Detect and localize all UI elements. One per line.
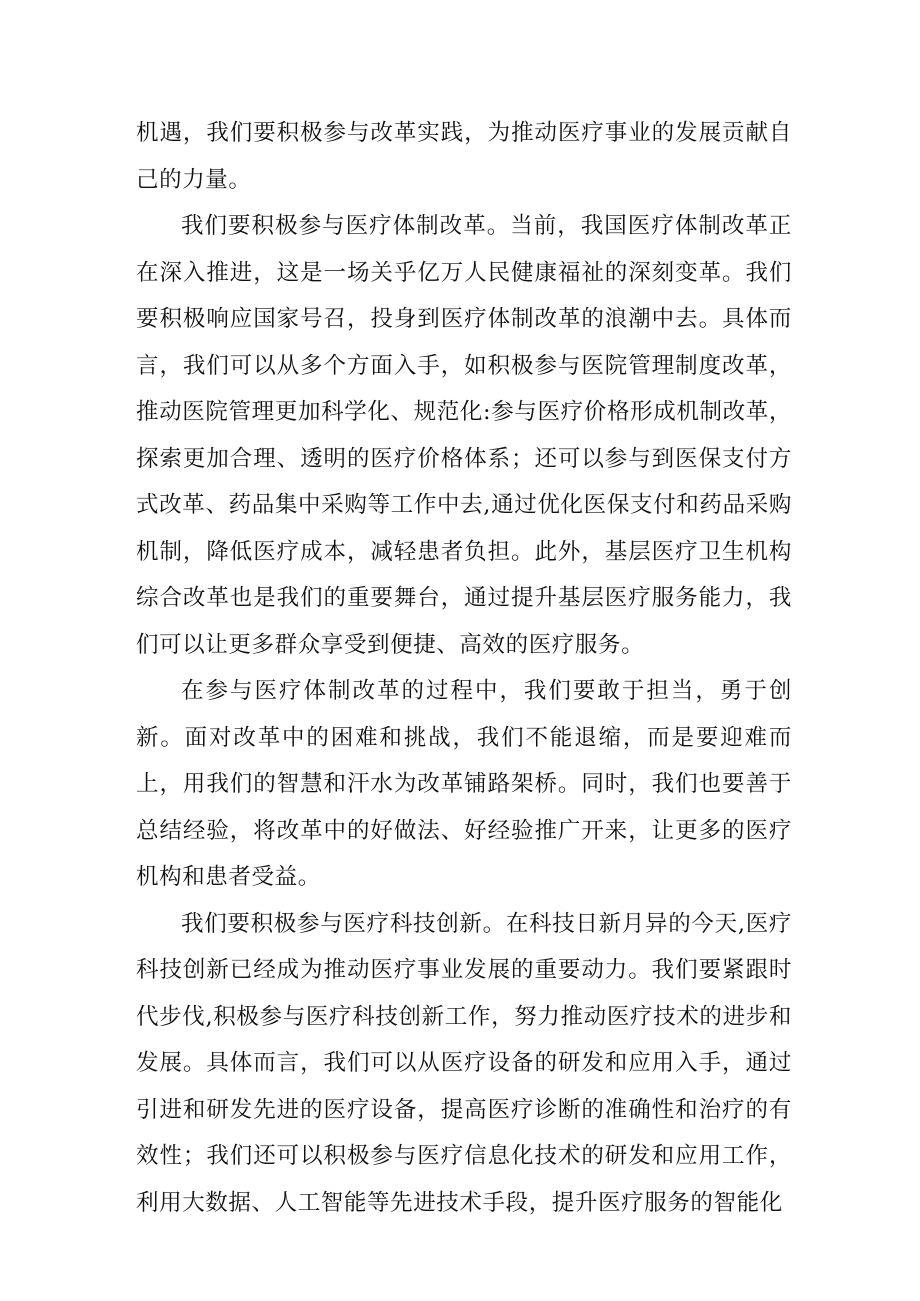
- paragraph-2: 我们要积极参与医疗体制改革。当前，我国医疗体制改革正在深入推进，这是一场关乎亿万人民健康福祉的深刻变革。我们要积极响应国家号召，投身到医疗体制改革的浪潮中去。具体而言，我们可以从多个方面入手，如积极参与医院管理制度改革，推动医院管理更加科学化、规范化:参与医疗价格形成机制改革，探索更加合理、透明的医疗价格体系；还可以参与到医保支付方式改革、药品集中采购等工作中去,通过优化医保支付和药品采购机制，降低医疗成本，减轻患者负担。此外，基层医疗卫生机构综合改革也是我们的重要舞台，通过提升基层医疗服务能力，我们可以让更多群众享受到便捷、高效的医疗服务。: [136, 213, 792, 658]
- paragraph-3: 在参与医疗体制改革的过程中，我们要敢于担当，勇于创新。面对改革中的困难和挑战，我们不能退缩，而是要迎难而上，用我们的智慧和汗水为改革铺路架桥。同时，我们也要善于总结经验，将改革中的好做法、好经验推广开来，让更多的医疗机构和患者受益。: [136, 678, 792, 890]
- paragraph-1: 机遇，我们要积极参与改革实践，为推动医疗事业的发展贡献自己的力量。: [136, 120, 792, 193]
- paragraph-4: 我们要积极参与医疗科技创新。在科技日新月异的今天,医疗科技创新已经成为推动医疗事业发展的重要动力。我们要紧跟时代步伐,积极参与医疗科技创新工作，努力推动医疗技术的进步和发展。具体而言，我们可以从医疗设备的研发和应用入手，通过引进和研发先进的医疗设备，提高医疗诊断的准确性和治疗的有效性；我们还可以积极参与医疗信息化技术的研发和应用工作，利用大数据、人工智能等先进技术手段，提升医疗服务的智能化: [136, 910, 792, 1216]
- document-body: [136, 110, 792, 1226]
